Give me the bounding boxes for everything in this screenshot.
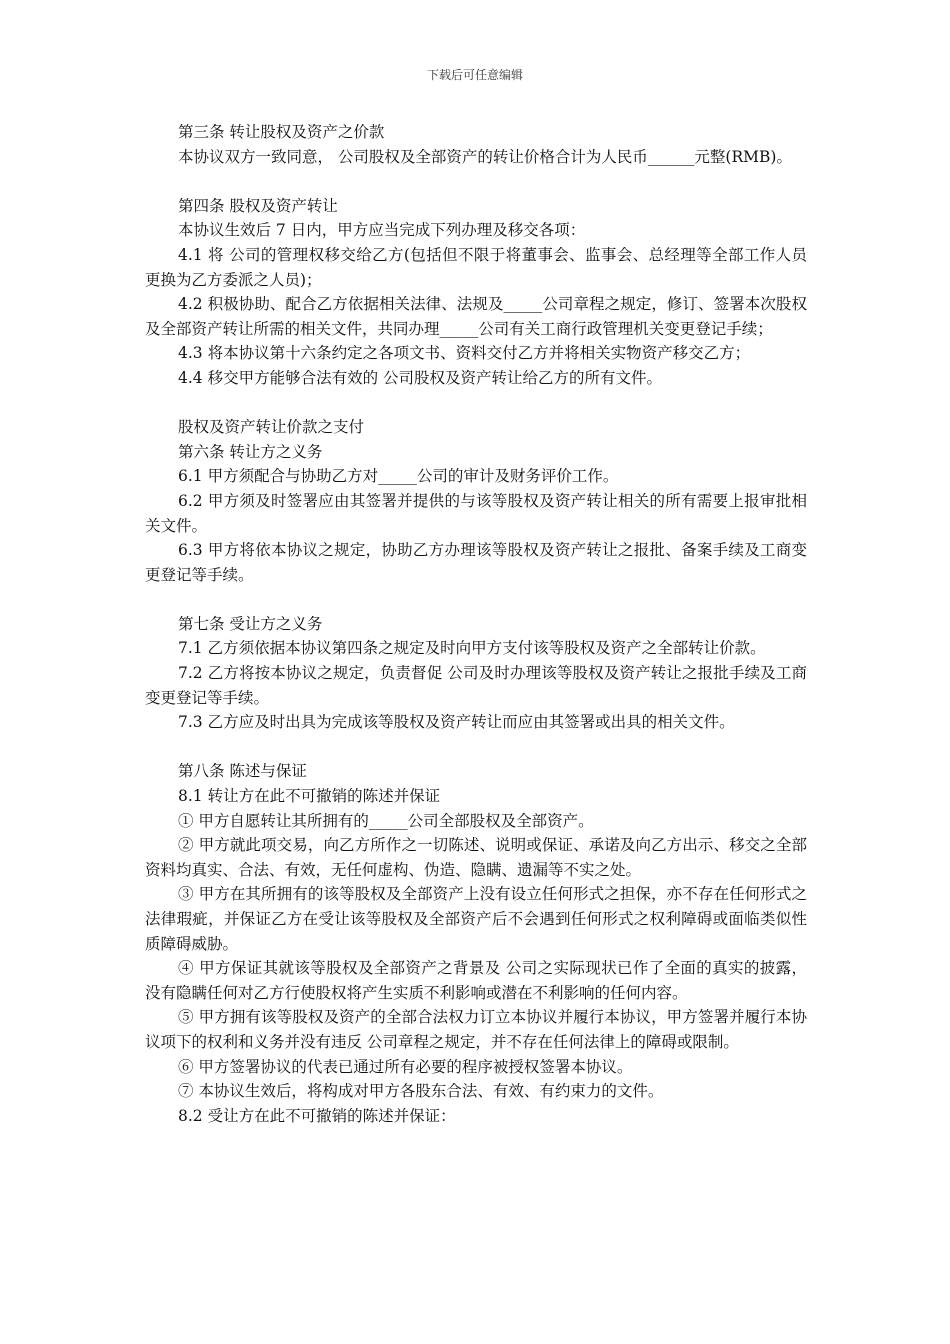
warranty-item: ⑤ 甲方拥有该等股权及资产的全部合法权力订立本协议并履行本协议，甲方签署并履行本协议项下的权利和义务并没有违反 公司章程之规定，并不存在任何法律上的障碍或限制。 (145, 1008, 807, 1051)
blank-line (145, 391, 807, 416)
warranty-item: ④ 甲方保证其就该等股权及全部资产之背景及 公司之实际现状已作了全面的真实的披露，没有隐瞒任何对乙方行使股权将产生实质不利影响或潜在不利影响的任何内容。 (145, 959, 807, 1002)
clause-7-3: 7.3 乙方应及时出具为完成该等股权及资产转让而应由其签署或出具的相关文件。 (178, 713, 735, 732)
paragraph: 本协议生效后 7 日内，甲方应当完成下列办理及移交各项： (178, 221, 586, 240)
blank-line (145, 169, 807, 194)
clause-7-1: 7.1 乙方须依据本协议第四条之规定及时向甲方支付该等股权及资产之全部转让价款。 (178, 639, 766, 658)
section-heading: 股权及资产转让价款之支付 (178, 418, 365, 437)
article-6-title: 第六条 转让方之义务 (178, 442, 323, 461)
clause-8-1: 8.1 转让方在此不可撤销的陈述并保证 (178, 787, 441, 806)
clause-8-2: 8.2 受让方在此不可撤销的陈述并保证： (178, 1106, 456, 1125)
clause-4-3: 4.3 将本协议第十六条约定之各项文书、资料交付乙方并将相关实物资产移交乙方； (178, 344, 751, 363)
clause-6-1: 6.1 甲方须配合与协助乙方对_____公司的审计及财务评价工作。 (178, 467, 619, 486)
clause-7-2: 7.2 乙方将按本协议之规定，负责督促 公司及时办理该等股权及资产转让之报批手续及工商变更登记等手续。 (145, 664, 807, 707)
article-7-title: 第七条 受让方之义务 (178, 614, 323, 633)
blank-line (145, 735, 807, 760)
clause-4-1: 4.1 将 公司的管理权移交给乙方(包括但不限于将董事会、监事会、总经理等全部工作人员更换为乙方委派之人员)； (145, 245, 807, 289)
article-8-title: 第八条 陈述与保证 (178, 762, 307, 781)
clause-4-4: 4.4 移交甲方能够合法有效的 公司股权及资产转让给乙方的所有文件。 (178, 368, 663, 387)
clause-6-2: 6.2 甲方须及时签署应由其签署并提供的与该等股权及资产转让相关的所有需要上报审批相关文件。 (145, 491, 807, 535)
blank-line (145, 587, 807, 612)
warranty-item: ① 甲方自愿转让其所拥有的_____公司全部股权及全部资产。 (178, 811, 594, 830)
article-4-title: 第四条 股权及资产转让 (178, 196, 338, 215)
warranty-item: ⑦ 本协议生效后，将构成对甲方各股东合法、有效、有约束力的文件。 (178, 1082, 664, 1101)
warranty-item: ③ 甲方在其所拥有的该等股权及全部资产上没有设立任何形式之担保，亦不存在任何形式之法律瑕疵，并保证乙方在受让该等股权及全部资产后不会遇到任何形式之权利障碍或面临类似性质障碍威胁。 (145, 885, 807, 953)
page-header: 下载后可任意编辑 (426, 68, 523, 82)
warranty-item: ⑥ 甲方签署协议的代表已通过所有必要的程序被授权签署本协议。 (178, 1057, 633, 1076)
paragraph: 本协议双方一致同意， 公司股权及全部资产的转让价格合计为人民币______元整(RMB)。 (178, 147, 792, 166)
warranty-item: ② 甲方就此项交易，向乙方所作之一切陈述、说明或保证、承诺及向乙方出示、移交之全部资料均真实、合法、有效，无任何虚构、伪造、隐瞒、遗漏等不实之处。 (145, 836, 807, 879)
article-3-title: 第三条 转让股权及资产之价款 (178, 123, 385, 141)
document-body (145, 120, 807, 1128)
clause-6-3: 6.3 甲方将依本协议之规定，协助乙方办理该等股权及资产转让之报批、备案手续及工商变更登记等手续。 (145, 541, 807, 584)
clause-4-2: 4.2 积极协助、配合乙方依据相关法律、法规及_____公司章程之规定，修订、签署本次股权及全部资产转让所需的相关文件，共同办理_____公司有关工商行政管理机关变更登记手续； (145, 295, 807, 338)
